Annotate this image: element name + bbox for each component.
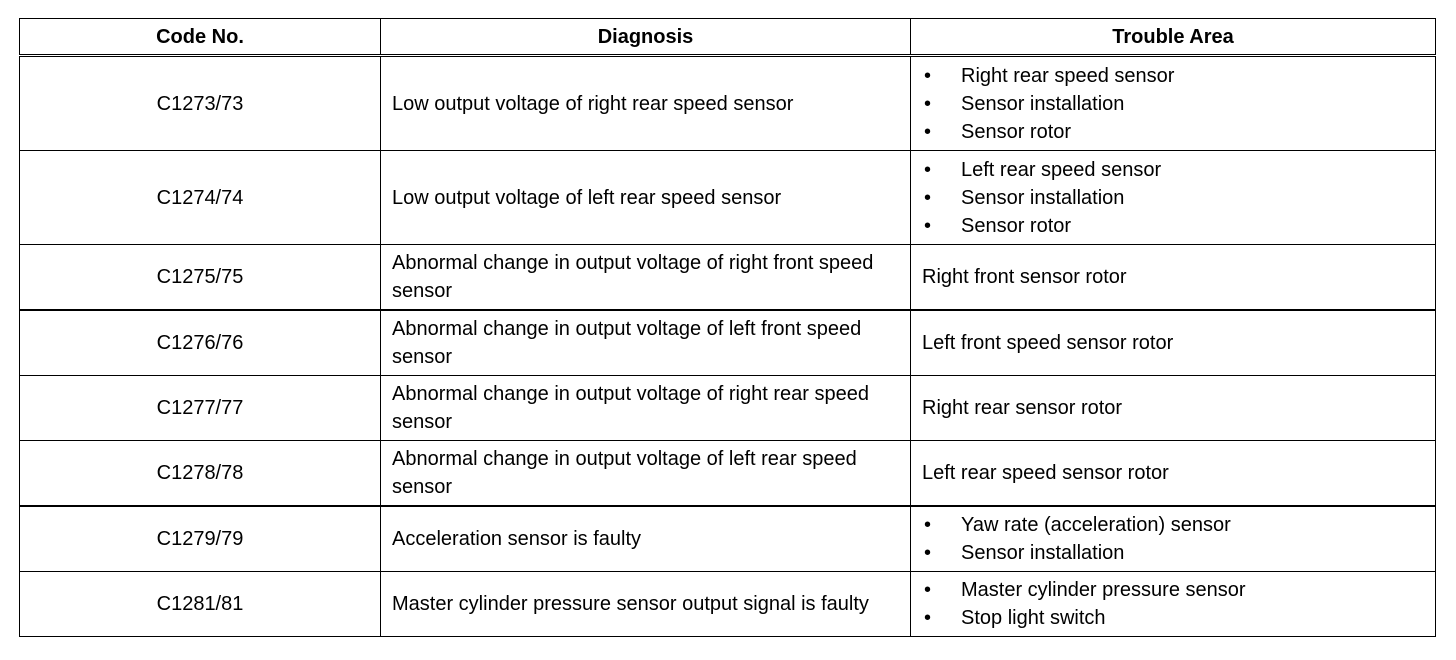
table-row [20, 56, 1436, 151]
list-item: • Master cylinder pressure sensor [922, 576, 1424, 604]
list-item: • Stop light switch [922, 604, 1424, 632]
diagnosis-cell: Abnormal change in output voltage of left rear speed sensor [381, 441, 911, 507]
list-item: • Right rear speed sensor [922, 62, 1424, 90]
list-item: • Sensor rotor [922, 212, 1424, 240]
header-row [20, 19, 1436, 56]
code-cell: C1277/77 [20, 376, 381, 441]
diagnosis-cell: Master cylinder pressure sensor output signal is faulty [381, 572, 911, 637]
trouble-area-list [922, 62, 1424, 146]
trouble-area-list [922, 576, 1424, 632]
diagnosis-cell: Low output voltage of left rear speed sensor [381, 151, 911, 245]
trouble-area-cell: Right rear sensor rotor [911, 376, 1436, 441]
diagnosis-cell: Abnormal change in output voltage of left front speed sensor [381, 310, 911, 376]
diagnosis-cell: Acceleration sensor is faulty [381, 506, 911, 572]
trouble-area-cell: Right front sensor rotor [911, 245, 1436, 311]
table-row [20, 376, 1436, 441]
diagnosis-cell: Abnormal change in output voltage of right rear speed sensor [381, 376, 911, 441]
trouble-area-cell: Left front speed sensor rotor [911, 310, 1436, 376]
table-row [20, 151, 1436, 245]
trouble-area-cell [911, 56, 1436, 151]
table-row [20, 441, 1436, 507]
code-cell: C1275/75 [20, 245, 381, 311]
list-item: • Yaw rate (acceleration) sensor [922, 511, 1424, 539]
code-cell: C1276/76 [20, 310, 381, 376]
code-cell: C1274/74 [20, 151, 381, 245]
trouble-area-cell: Left rear speed sensor rotor [911, 441, 1436, 507]
diagnosis-cell: Abnormal change in output voltage of right front speed sensor [381, 245, 911, 311]
header-code-no: Code No. [20, 19, 381, 56]
diagnosis-cell: Low output voltage of right rear speed sensor [381, 56, 911, 151]
list-item: • Sensor installation [922, 539, 1424, 567]
list-item: • Sensor installation [922, 184, 1424, 212]
list-item: • Left rear speed sensor [922, 156, 1424, 184]
header-trouble-area: Trouble Area [911, 19, 1436, 56]
trouble-area-cell [911, 151, 1436, 245]
code-cell: C1273/73 [20, 56, 381, 151]
code-cell: C1279/79 [20, 506, 381, 572]
diagnostic-code-table [19, 18, 1436, 637]
table-row [20, 310, 1436, 376]
code-cell: C1281/81 [20, 572, 381, 637]
table-row [20, 245, 1436, 311]
trouble-area-cell [911, 506, 1436, 572]
header-diagnosis: Diagnosis [381, 19, 911, 56]
trouble-area-list [922, 511, 1424, 567]
code-cell: C1278/78 [20, 441, 381, 507]
list-item: • Sensor installation [922, 90, 1424, 118]
table-row [20, 572, 1436, 637]
table-row [20, 506, 1436, 572]
document-page [19, 18, 1435, 637]
list-item: • Sensor rotor [922, 118, 1424, 146]
trouble-area-list [922, 156, 1424, 240]
trouble-area-cell [911, 572, 1436, 637]
